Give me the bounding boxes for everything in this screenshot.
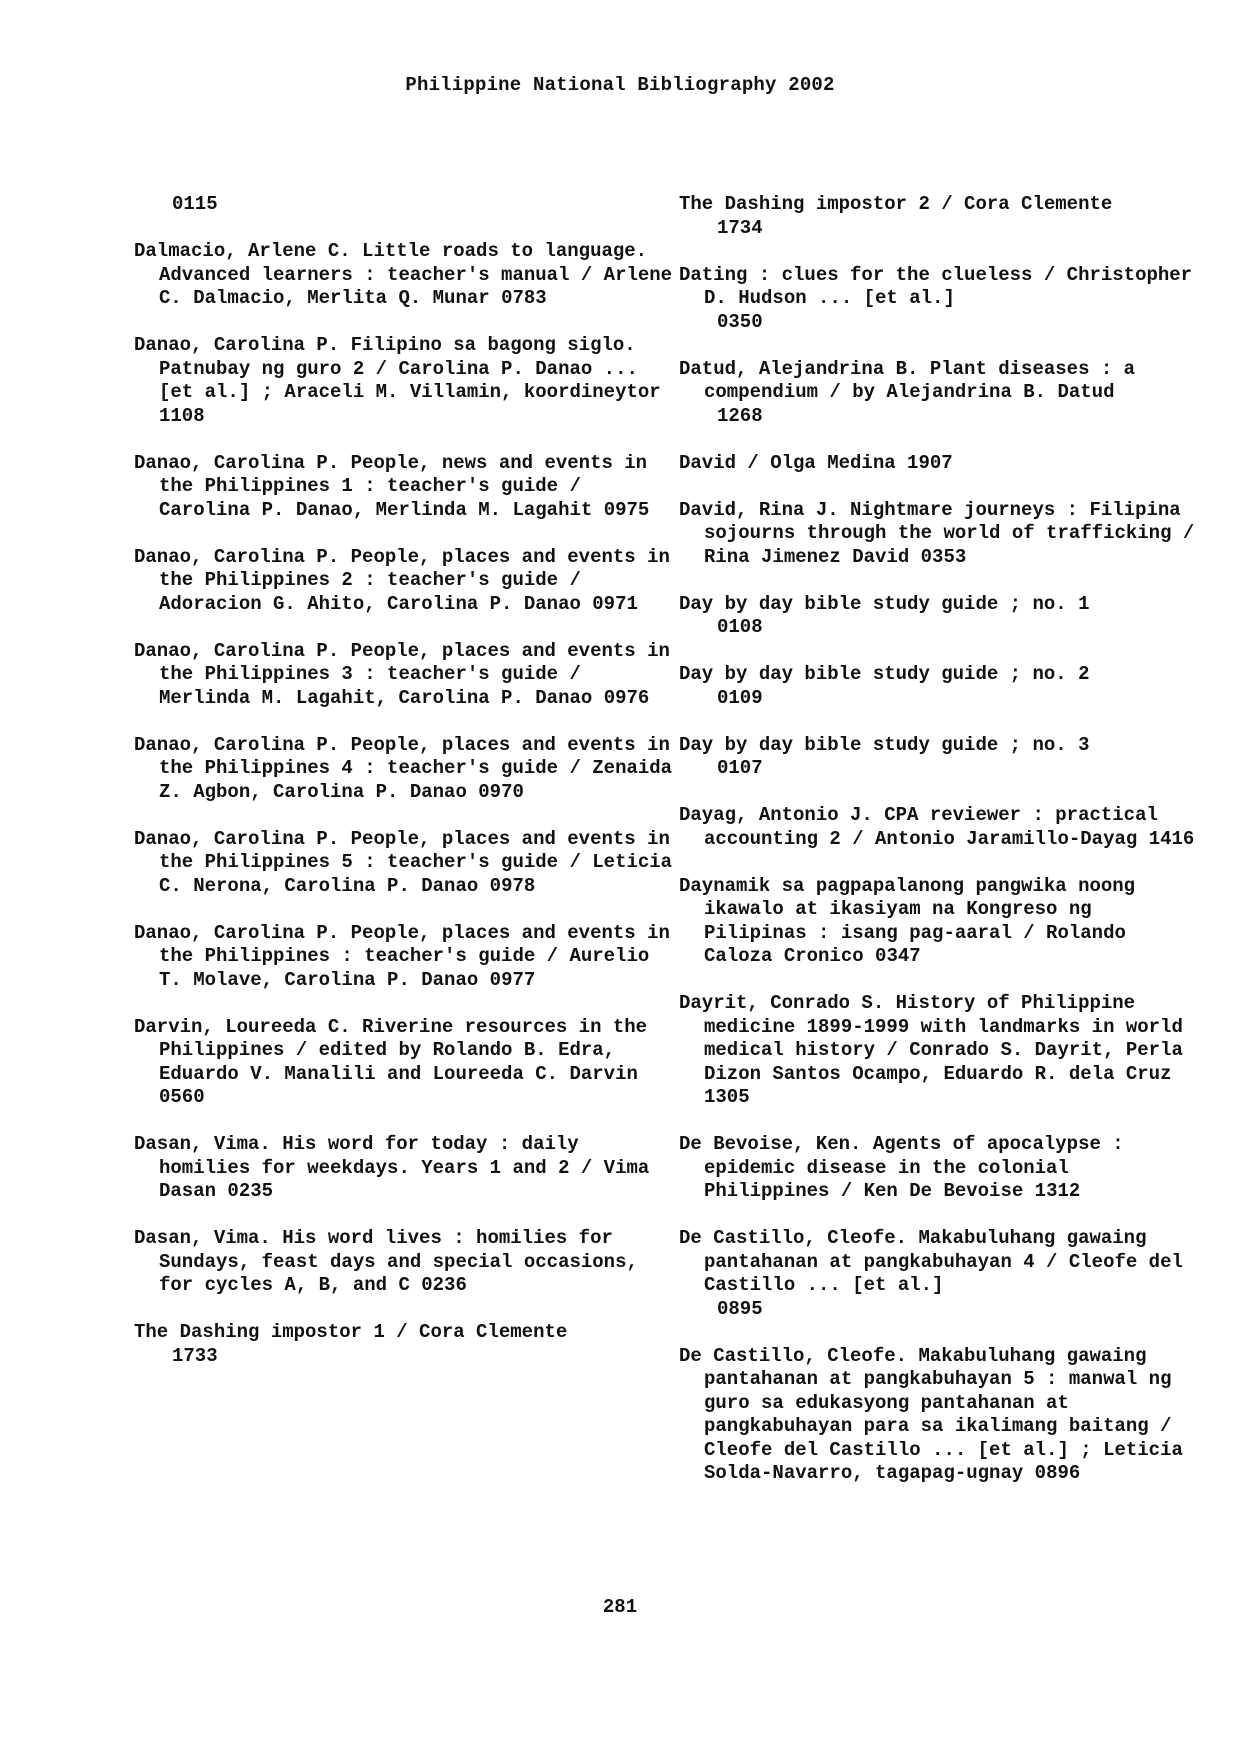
- bibliography-entry: [679, 1345, 1199, 1486]
- entry-text: Danao, Carolina P. People, places and events in the Philippines 4 : teacher's guide / Zenaida Z. Agbon, Carolina P. Danao: [134, 733, 673, 803]
- entry-number: 0350: [717, 310, 763, 333]
- bibliography-entry: [679, 499, 1199, 570]
- entry-text: Day by day bible study guide ; no. 2: [679, 663, 1090, 685]
- entry-number: 0895: [717, 1297, 763, 1320]
- bibliography-entry: [679, 804, 1199, 851]
- entry-text: Danao, Carolina P. People, places and events in the Philippines 3 : teacher's guide / Merlinda M. Lagahit, Carolina P. Danao: [134, 639, 670, 709]
- bibliography-entry: [134, 828, 679, 899]
- entry-number: 0976: [603, 686, 650, 709]
- entry-number: 0975: [603, 498, 650, 521]
- entry-number: 1416: [1148, 827, 1195, 850]
- entry-text: Danao, Carolina P. People, places and events in the Philippines : teacher's guide / Aurelio T. Molave, Carolina P. Danao: [134, 921, 670, 991]
- bibliography-entry: [134, 193, 679, 217]
- entry-number: 0970: [478, 780, 524, 803]
- bibliography-entry: [134, 546, 679, 617]
- entry-number: 0108: [717, 616, 763, 638]
- page-number: 281: [602, 1596, 638, 1618]
- entry-number: 1305: [704, 1086, 750, 1108]
- bibliography-entry: [134, 1133, 679, 1204]
- entry-number: 1734: [717, 216, 763, 239]
- bibliography-entry: [679, 663, 1199, 710]
- entry-text: Danao, Carolina P. People, places and events in the Philippines 2 : teacher's guide / Adoracion G. Ahito, Carolina P. Danao: [134, 545, 670, 615]
- bibliography-entry: [679, 992, 1199, 1110]
- bibliography-entry: [134, 922, 679, 993]
- bibliography-entry: [679, 1133, 1199, 1204]
- entry-text: Dating : clues for the clueless / Christopher D. Hudson ... [et al.]: [679, 263, 1193, 309]
- bibliography-entry: [679, 875, 1199, 969]
- entry-number: 0971: [592, 592, 638, 615]
- entry-text: The Dashing impostor 2 / Cora Clemente: [679, 193, 1113, 215]
- entry-text: Danao, Carolina P. People, places and events in the Philippines 5 : teacher's guide / Leticia C. Nerona, Carolina P. Danao: [134, 827, 673, 897]
- entry-number: 0560: [159, 1086, 205, 1108]
- entry-text: David / Olga Medina: [679, 451, 896, 474]
- entry-text: Danao, Carolina P. People, news and events in the Philippines 1 : teacher's guide / Carolina P. Danao, Merlinda M. Lagahit: [134, 451, 648, 521]
- entry-number: 0896: [1034, 1462, 1081, 1484]
- entry-number: 0347: [875, 945, 921, 967]
- entry-text: Dayag, Antonio J. CPA reviewer : practical accounting 2 / Antonio Jaramillo-Dayag: [679, 804, 1158, 850]
- bibliography-entry: [134, 1016, 679, 1110]
- entry-text: De Bevoise, Ken. Agents of apocalypse : epidemic disease in the colonial Philippines / Ken De Bevoise: [679, 1133, 1124, 1202]
- entry-text: Day by day bible study guide ; no. 3: [679, 733, 1090, 756]
- entry-text: Daynamik sa pagpapalanong pangwika noong ikawalo at ikasiyam na Kongreso ng Pilipinas : isang pag-aaral / Rolando Caloza Cronico: [679, 874, 1136, 967]
- bibliography-entry: [679, 734, 1199, 781]
- entry-number: 1268: [717, 404, 763, 427]
- entry-text: David, Rina J. Nightmare journeys : Filipina sojourns through the world of trafficking / Rina Jimenez David: [679, 498, 1195, 568]
- entry-number: 0977: [489, 968, 536, 991]
- entry-number: 0353: [920, 545, 967, 568]
- entry-number: 1733: [172, 1344, 218, 1367]
- bibliography-entry: [134, 1227, 679, 1298]
- entry-text: Dayrit, Conrado S. History of Philippine medicine 1899-1999 with landmarks in world medical history / Conrado S. Dayrit, Perla Dizon Santos Ocampo, Eduardo R. dela Cruz: [679, 992, 1183, 1085]
- bibliography-entry: [679, 264, 1199, 335]
- entry-text: Dasan, Vima. His word for today : daily homilies for weekdays. Years 1 and 2 / Vima Dasan: [134, 1133, 650, 1202]
- entry-number: 0978: [489, 874, 536, 897]
- entry-number: 0783: [501, 287, 547, 309]
- entry-text: Datud, Alejandrina B. Plant diseases : a compendium / by Alejandrina B. Datud: [679, 357, 1136, 403]
- entry-number: 0236: [421, 1274, 467, 1296]
- bibliography-entry: [679, 593, 1199, 640]
- bibliography-entry: [134, 240, 679, 311]
- bibliography-entry: [679, 193, 1199, 240]
- bibliography-entry: [134, 452, 679, 523]
- entry-text: De Castillo, Cleofe. Makabuluhang gawaing pantahanan at pangkabuhayan 4 / Cleofe del Castillo ... [et al.]: [679, 1227, 1183, 1296]
- entry-number: 0109: [717, 686, 763, 709]
- entry-number: 0115: [172, 193, 218, 215]
- bibliography-entry: [134, 1321, 679, 1368]
- entry-number: 1108: [159, 404, 205, 427]
- entry-number: 1312: [1034, 1180, 1081, 1202]
- entry-text: Danao, Carolina P. Filipino sa bagong siglo. Patnubay ng guro 2 / Carolina P. Danao ... [et al.] ; Araceli M. Villamin, koordineytor: [134, 334, 661, 403]
- bibliography-entry: [134, 640, 679, 711]
- entry-number: 0235: [227, 1180, 274, 1202]
- bibliography-entry: [679, 452, 1199, 476]
- entry-text: Darvin, Loureeda C. Riverine resources in the Philippines / edited by Rolando B. Edra, Eduardo V. Manalili and Loureeda C. Darvin: [134, 1015, 648, 1085]
- entry-text: Dasan, Vima. His word lives : homilies for Sundays, feast days and special occasions, for cycles A, B, and C: [134, 1227, 638, 1296]
- page-header: Philippine National Bibliography 2002: [405, 74, 835, 96]
- bibliography-entry: [679, 1227, 1199, 1321]
- entry-number: 0107: [717, 757, 763, 779]
- left-column: [134, 193, 679, 1392]
- entry-number: 1907: [907, 451, 953, 474]
- bibliography-entry: [679, 358, 1199, 429]
- bibliography-entry: [134, 334, 679, 428]
- right-column: [679, 193, 1199, 1509]
- entry-text: De Castillo, Cleofe. Makabuluhang gawaing pantahanan at pangkabuhayan 5 : manwal ng guro sa edukasyong pantahanan at pangkabuhayan para sa ikalimang baitang / Cleofe del Castillo ... [et al.] ; Leticia Solda-Navarro, tagapag-ugnay: [679, 1344, 1183, 1484]
- entry-text: Day by day bible study guide ; no. 1: [679, 592, 1090, 615]
- entry-text: Dalmacio, Arlene C. Little roads to language. Advanced learners : teacher's manual / Arlene C. Dalmacio, Merlita Q. Munar: [134, 240, 673, 309]
- entry-text: The Dashing impostor 1 / Cora Clemente: [134, 1321, 568, 1343]
- bibliography-entry: [134, 734, 679, 805]
